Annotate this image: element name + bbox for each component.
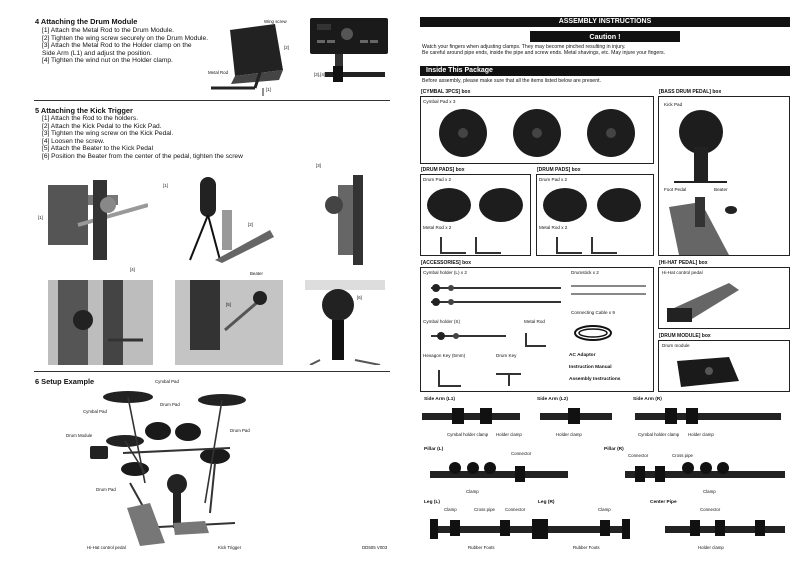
cymbal-pad-icon	[439, 109, 487, 157]
pillar-r-title: Pillar (R)	[604, 447, 624, 452]
drum-module-illustration	[205, 18, 390, 100]
assembly-instructions-label: Assembly Instructions	[569, 377, 621, 382]
center-pipe-title: Center Pipe	[650, 500, 677, 505]
drum-pad-icon	[479, 188, 523, 222]
label-rubber-foots: Rubber Foots	[573, 545, 600, 550]
drum-key-label: Drum Key	[496, 353, 517, 358]
cymbal-holder-icon	[431, 298, 561, 306]
label-holder-clamp: Holder clamp	[556, 432, 582, 437]
callout: [6]	[357, 295, 362, 300]
label-holder-clamp: Holder clamp	[698, 545, 724, 550]
caution-line: Watch your fingers when adjusting clamps. They may become pinched resulting in injury.	[422, 44, 626, 50]
label-cymbal-pad-left: Cymbal Pad	[83, 409, 107, 414]
hihat-box-title: [HI-HAT PEDAL] box	[659, 260, 708, 266]
callout-wing-screw: Wing screw	[264, 19, 287, 24]
drum-pad-icon	[427, 188, 471, 222]
step: [4] Loosen the screw.	[42, 137, 105, 145]
cymbal-holder-icon	[431, 284, 561, 292]
photo-holder-rod	[48, 175, 148, 265]
label-cymbal-holder-clamp: Cymbal holder clamp	[638, 432, 680, 437]
drum-pad-icon	[543, 188, 587, 222]
label-rubber-foots: Rubber Foots	[468, 545, 495, 550]
drum-key-icon	[496, 374, 521, 386]
divider	[34, 371, 390, 372]
side-arm-l2-title: Side Arm (L2)	[537, 397, 569, 402]
cymbal-holder-s-icon	[431, 332, 506, 340]
label-holder-clamp: Holder clamp	[496, 432, 522, 437]
drumstick-label: Drumstick x 2	[571, 270, 599, 275]
drum-module-box-title: [DRUM MODULE] box	[659, 333, 711, 339]
accessories-box	[420, 267, 654, 392]
label-connector: Connector	[700, 507, 721, 512]
leg-r-title: Leg (R)	[538, 500, 555, 505]
step: [3] Attach the Metal Rod to the Holder clamp on the	[42, 42, 192, 50]
divider	[34, 100, 390, 101]
accessories-box-title: [ACCESSORIES] box	[421, 260, 472, 266]
assembly-instructions-banner: ASSEMBLY INSTRUCTIONS	[420, 17, 790, 27]
cable-label: Connecting Cable x 9	[571, 310, 615, 315]
callout: [1]	[163, 183, 168, 188]
section-6-title: 6 Setup Example	[35, 377, 95, 386]
drumstick-icon	[571, 286, 646, 294]
drum-module-label: Drum module	[662, 343, 690, 348]
metal-rod-icon	[557, 237, 617, 253]
label-clamp: Clamp	[598, 507, 611, 512]
instruction-manual-label: Instruction Manual	[569, 365, 612, 370]
step: [4] Tighten the wind nut on the Holder clamp.	[42, 57, 173, 65]
leg-l-title: Leg (L)	[424, 500, 440, 505]
document-code: DD505 V003	[362, 545, 388, 550]
label-clamp: Clamp	[444, 507, 457, 512]
legs-diagram	[420, 514, 790, 544]
callout: [4]	[130, 267, 135, 272]
label-cymbal-holder-clamp: Cymbal holder clamp	[447, 432, 489, 437]
photo-attach-beater	[175, 280, 283, 365]
section-4-steps	[42, 27, 208, 65]
callout: [5]	[226, 302, 231, 307]
step: [2] Tighten the wing screw securely on the Drum Module.	[42, 34, 209, 42]
metal-rod-label: Metal Rod	[524, 319, 545, 324]
label-clamp: Clamp	[703, 489, 716, 494]
cymbal-pad-label: Cymbal Pad x 3	[423, 99, 456, 104]
cable-icon	[575, 326, 611, 340]
step: [2] Attach the Kick Pedal to the Kick Pad.	[42, 122, 162, 130]
label-drum-pad-bottom: Drum Pad	[96, 487, 116, 492]
label-hihat-pedal: Hi-Hat control pedal	[87, 545, 126, 550]
label-connector: Connector	[505, 507, 526, 512]
callout: [3],[4]	[314, 72, 325, 77]
hihat-pedal-icon	[659, 278, 789, 328]
cymbal-box	[420, 96, 654, 164]
bass-box-title: [BASS DRUM PEDAL] box	[659, 89, 722, 95]
cymbal-pad-icon	[587, 109, 635, 157]
step: [1] Attach the Rod to the holders.	[42, 115, 139, 122]
step: Side Arm (L1) and adjust the position.	[42, 49, 152, 57]
package-intro: Before assembly, please make sure that all the items listed below are present.	[422, 78, 601, 84]
callout: [1]	[38, 215, 43, 220]
kick-pad-icon	[659, 107, 789, 255]
drum-module-icon	[659, 351, 789, 391]
section-5-steps	[42, 115, 243, 161]
label-cross-pipe: Cross pipe	[672, 453, 693, 458]
label-drum-module: Drum Module	[66, 433, 93, 438]
label-drum-pad-right: Drum Pad	[230, 428, 250, 433]
hex-key-icon	[439, 370, 461, 386]
kick-pad-label: Kick Pad	[664, 102, 683, 107]
drum-module-box	[658, 340, 790, 392]
hex-key-label: Hexagon Key (5mm)	[423, 353, 466, 358]
callout: [2]	[248, 222, 253, 227]
foot-pedal-label: Foot Pedal	[664, 187, 687, 192]
cymbal-holder-l-label: Cymbal holder (L) x 2	[423, 270, 467, 275]
label-clamp: Clamp	[466, 489, 479, 494]
callout: [1]	[266, 87, 271, 92]
drum-pads-box-title: [DRUM PADS] box	[421, 167, 465, 173]
side-arm-l1-title: Side Arm (L1)	[424, 397, 456, 402]
step: [3] Tighten the wing screw on the Kick Pedal.	[42, 130, 174, 138]
side-arm-r-title: Side Arm (R)	[633, 397, 662, 402]
photo-kick-pedal-attach	[170, 175, 278, 265]
callout-beater: Beater	[250, 271, 263, 276]
photo-wing-screw	[298, 175, 390, 265]
setup-example-illustration	[85, 383, 260, 548]
pillars-diagram	[420, 460, 790, 488]
callout: [2]	[284, 45, 289, 50]
callout: [3]	[316, 163, 321, 168]
cymbal-pad-icon	[513, 109, 561, 157]
metal-rod-icon	[526, 333, 546, 346]
metal-rod-label: Metal Rod x 2	[423, 225, 452, 230]
bass-drum-pedal-box	[658, 96, 790, 256]
pillar-l-title: Pillar (L)	[424, 447, 444, 452]
hihat-pedal-label: Hi-Hat control pedal	[662, 270, 703, 275]
caution-banner: Caution !	[530, 31, 680, 42]
cymbal-holder-s-label: Cymbal holder (S)	[423, 319, 461, 324]
drum-pads-box-2	[536, 174, 654, 256]
caution-line: Be careful around pipe ends, inside the pipe and screw ends. Metal shavings, etc. May injure your fingers.	[422, 50, 666, 57]
photo-loosen-screw	[48, 280, 153, 365]
drum-pad-icon	[597, 188, 641, 222]
label-connector: Connector	[628, 453, 649, 458]
section-4-title: 4 Attaching the Drum Module	[35, 17, 138, 26]
callout-metal-rod: Metal Rod	[208, 70, 229, 75]
label-connector: Connector	[511, 451, 532, 456]
drum-pad-label: Drum Pad x 2	[423, 177, 452, 182]
label-cymbal-pad-top: Cymbal Pad	[155, 379, 179, 384]
side-arms-diagram	[420, 405, 790, 431]
beater-label: Beater	[714, 187, 728, 192]
label-drum-pad-top: Drum Pad	[160, 402, 180, 407]
drum-pads-box-title: [DRUM PADS] box	[537, 167, 581, 173]
cymbal-box-title: [CYMBAL 3PCS] box	[421, 89, 471, 95]
label-kick-trigger: Kick Trigger	[218, 545, 242, 550]
label-holder-clamp: Holder clamp	[688, 432, 714, 437]
metal-rod-label: Metal Rod x 2	[539, 225, 568, 230]
drum-pads-box-1	[420, 174, 531, 256]
step: [1] Attach the Metal Rod to the Drum Module.	[42, 27, 174, 34]
hihat-pedal-box	[658, 267, 790, 329]
step: [6] Position the Beater from the center of the pedal, tighten the screw	[42, 152, 243, 160]
inside-package-banner: Inside This Package	[420, 66, 790, 76]
metal-rod-icon	[441, 237, 501, 253]
ac-adaptor-label: AC Adaptor	[569, 353, 596, 358]
step: [5] Attach the Beater to the Kick Pedal	[42, 145, 154, 153]
drum-pad-label: Drum Pad x 2	[539, 177, 568, 182]
label-cross-pipe: Cross pipe	[474, 507, 495, 512]
photo-position-beater	[300, 280, 390, 365]
section-5-title: 5 Attaching the Kick Trigger	[35, 106, 133, 115]
caution-text	[422, 44, 665, 56]
